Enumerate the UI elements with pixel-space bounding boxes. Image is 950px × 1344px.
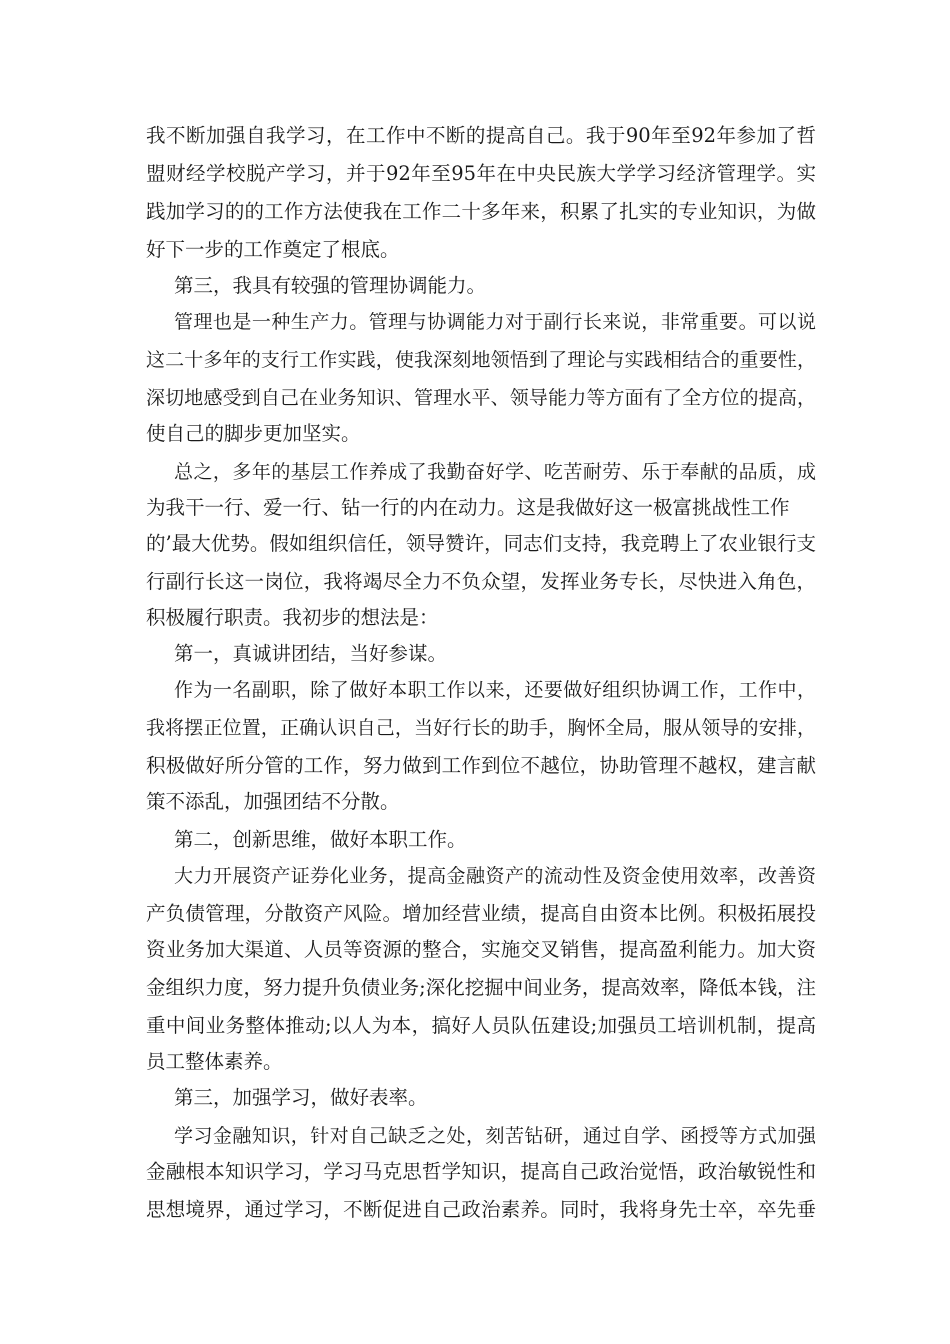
section-heading: 第三，加强学习，做好表率。 — [174, 1086, 428, 1109]
text-line: 产负债管理，分散资产风险。增加经营业绩，提高自由资本比例。积极拓展投 — [146, 902, 816, 925]
text-line: 策不添乱，加强团结不分散。 — [146, 790, 400, 813]
text-line: 为我干一行、爱一行、钻一行的内在动力。这是我做好这一极富挑战性工作 — [146, 496, 790, 519]
text-line: 盟财经学校脱产学习，并于92年至95年在中央民族大学学习经济管理学。实 — [146, 162, 816, 185]
text-line: 管理也是一种生产力。管理与协调能力对于副行长来说，非常重要。可以说 — [174, 311, 816, 333]
text-line: 作为一名副职，除了做好本职工作以来，还要做好组织协调工作，工作中， — [174, 679, 816, 701]
text-line: 员工整体素养。 — [146, 1050, 283, 1073]
text-line: 思想境界，通过学习，不断促进自己政治素养。同时，我将身先士卒，卒先垂 — [146, 1198, 816, 1221]
text-line: 重中间业务整体推动;以人为本，搞好人员队伍建设;加强员工培训机制，提高 — [146, 1014, 816, 1037]
text-line: 践加学习的的工作方法使我在工作二十多年来，积累了扎实的专业知识，为做 — [146, 200, 816, 223]
section-heading: 第二，创新思维，做好本职工作。 — [174, 828, 467, 851]
text-line: 的’最大优势。假如组织信任，领导赞许，同志们支持，我竞聘上了农业银行支 — [146, 532, 816, 555]
text-line: 使自己的脚步更加坚实。 — [146, 422, 361, 445]
text-line: 深切地感受到自己在业务知识、管理水平、领导能力等方面有了全方位的提高， — [146, 387, 816, 409]
section-heading: 第一，真诚讲团结，当好参谋。 — [174, 642, 448, 665]
text-line: 好下一步的工作奠定了根底。 — [146, 238, 400, 261]
section-heading: 第三，我具有较强的管理协调能力。 — [174, 274, 487, 297]
text-line: 资业务加大渠道、人员等资源的整合，实施交叉销售，提高盈利能力。加大资 — [146, 938, 816, 961]
text-line: 积极做好所分管的工作，努力做到工作到位不越位，协助管理不越权，建言献 — [146, 754, 816, 777]
text-line: 这二十多年的支行工作实践，使我深刻地领悟到了理论与实践相结合的重要性， — [146, 349, 816, 371]
text-line: 金融根本知识学习，学习马克思哲学知识，提高自己政治觉悟，政治敏锐性和 — [146, 1160, 816, 1183]
text-line: 我不断加强自我学习，在工作中不断的提高自己。我于90年至92年参加了哲 — [146, 124, 816, 147]
text-line: 我将摆正位置，正确认识自己，当好行长的助手，胸怀全局，服从领导的安排， — [146, 717, 816, 739]
text-line: 总之，多年的基层工作养成了我勤奋好学、吃苦耐劳、乐于奉献的品质，成 — [174, 461, 816, 483]
text-line: 学习金融知识，针对自己缺乏之处，刻苦钻研，通过自学、函授等方式加强 — [174, 1125, 816, 1147]
text-line: 积极履行职责。我初步的想法是： — [146, 606, 439, 629]
text-line: 金组织力度，努力提升负债业务;深化挖掘中间业务，提高效率，降低本钱，注 — [146, 976, 816, 999]
text-line: 大力开展资产证券化业务，提高金融资产的流动性及资金使用效率，改善资 — [174, 865, 816, 887]
text-line: 行副行长这一岗位，我将竭尽全力不负众望，发挥业务专长，尽快进入角色， — [146, 570, 816, 593]
